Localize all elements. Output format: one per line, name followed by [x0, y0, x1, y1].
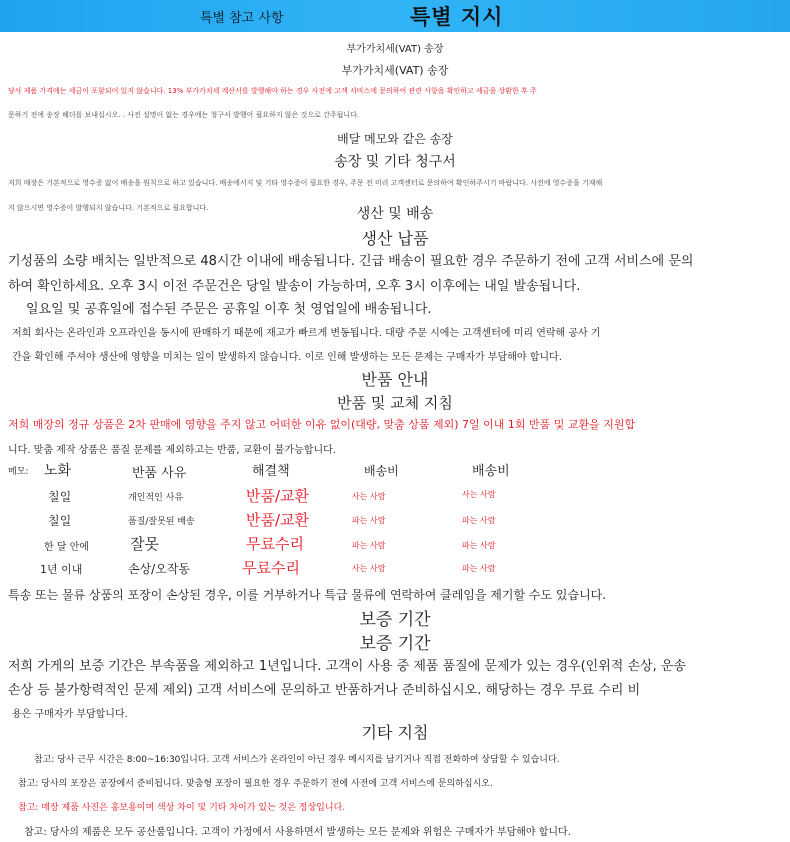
- invoice-heading-2: 송장 및 기타 청구서: [334, 154, 456, 170]
- vat-text-line-1: 당사 제품 가격에는 세금이 포함되어 있지 않습니다. 13% 부가가치세 계산서를 발행해야 하는 경우 사전에 고객 서비스에 문의하여 관련 사항을 확인하고 세금을 상환한 후 주: [8, 87, 537, 95]
- table-row-2-solution: 반품/교환: [246, 511, 310, 529]
- table-row-4-solution: 무료수리: [242, 559, 300, 577]
- returns-text-line-2: 니다. 맞춤 제작 상품은 품질 문제를 제외하고는 반품, 교환이 불가능합니다.: [8, 445, 336, 456]
- returns-heading-1: 반품 안내: [361, 370, 429, 389]
- invoice-text-line-2: 지 않으시면 영수증이 발행되지 않습니다. 기본적으로 필요합니다.: [8, 204, 209, 212]
- table-header-period: 노화: [44, 463, 72, 479]
- returns-damage-line: 특송 또는 물류 상품의 포장이 손상된 경우, 이를 거부하거나 특급 물류에 연락하여 클레임을 제기할 수도 있습니다.: [8, 588, 607, 602]
- table-row-3-solution: 무료수리: [246, 535, 304, 553]
- other-note-3: 참고: 매장 제품 사진은 홍보용이며 색상 차이 및 기타 차이가 있는 것은 정상입니다.: [18, 803, 346, 813]
- returns-red-line: 저희 매장의 정규 상품은 2차 판매에 영향을 주지 않고 어떠한 이유 없이(대량, 맞춤 상품 제외) 7일 이내 1회 반품 및 교환을 지원합: [8, 418, 636, 431]
- warranty-text-line-1: 저희 가게의 보증 기간은 부속품을 제외하고 1년입니다. 고객이 사용 중 제품 품질에 문제가 있는 경우(인위적 손상, 운송: [8, 659, 686, 674]
- header-small-label: 특별 참고 사항: [200, 11, 284, 26]
- table-row-3-fee-1: 파는 사람: [352, 541, 386, 550]
- production-heading-2: 생산 납품: [361, 229, 429, 248]
- invoice-text-line-1: 저희 매장은 기본적으로 영수증 없이 배송을 원칙으로 하고 있습니다. 배송에서지 및 기타 영수증이 필요한 경우, 주문 전 미리 고객센터로 문의하여 확인하주시기 바랍니다. 사전에 영수증을 기재해: [8, 179, 603, 187]
- production-text-3b: 간을 확인해 주셔야 생산에 영향을 미치는 일이 발생하지 않습니다. 이로 인해 발생하는 모든 문제는 구매자가 부담해야 합니다.: [12, 352, 562, 363]
- production-text-1b: 하여 확인하세요. 오후 3시 이전 주문건은 당일 발송이 가능하며, 오후 3시 이후에는 내일 발송됩니다.: [8, 279, 581, 294]
- table-row-4-reason: 손상/오작동: [128, 562, 191, 576]
- vat-heading-2: 부가가치세(VAT) 송장: [341, 64, 449, 77]
- table-row-1-reason: 개인적인 사유: [128, 493, 184, 503]
- table-row-4-fee-1: 사는 사람: [352, 564, 386, 573]
- production-text-1a: 기성품의 소량 배치는 일반적으로 48시간 이내에 배송됩니다. 긴급 배송이 필요한 경우 주문하기 전에 고객 서비스에 문의: [8, 254, 694, 269]
- table-row-2-fee-1: 파는 사람: [352, 516, 386, 525]
- invoice-heading-1: 배달 메모와 같은 송장: [337, 132, 453, 146]
- table-header-solution: 해결책: [252, 464, 290, 479]
- table-row-1-fee-2: 사는 사람: [462, 490, 496, 499]
- warranty-text-line-2: 손상 등 불가항력적인 문제 제외) 고객 서비스에 문의하고 반품하거나 준비하십시오. 해당하는 경우 무료 수리 비: [8, 683, 641, 698]
- table-row-1-fee-1: 사는 사람: [352, 492, 386, 501]
- table-row-1-solution: 반품/교환: [246, 487, 310, 505]
- table-header-reason: 반품 사유: [132, 466, 187, 481]
- table-header-fee-2: 배송비: [472, 464, 510, 479]
- vat-heading-1: 부가가치세(VAT) 송장: [346, 44, 444, 55]
- table-row-3-fee-2: 파는 사람: [462, 541, 496, 550]
- table-row-4-fee-2: 파는 사람: [462, 564, 496, 573]
- warranty-heading-1: 보증 기간: [359, 610, 431, 630]
- warranty-text-line-3: 용은 구매자가 부담합니다.: [12, 709, 128, 720]
- production-heading-1: 생산 및 배송: [356, 206, 434, 222]
- header-bar: [0, 0, 790, 32]
- production-text-2: 일요일 및 공휴일에 접수된 주문은 공휴일 이후 첫 영업일에 배송됩니다.: [26, 302, 432, 317]
- table-header-fee-1: 배송비: [364, 464, 399, 478]
- returns-heading-2: 반품 및 교체 지침: [337, 394, 453, 412]
- table-row-4-period: 1년 이내: [40, 563, 83, 576]
- warranty-heading-2: 보증 기간: [359, 634, 431, 654]
- table-row-2-period: 칠일: [48, 514, 72, 528]
- other-heading: 기타 지침: [361, 723, 429, 742]
- table-row-3-period: 한 달 안에: [44, 542, 89, 553]
- table-row-3-reason: 잘못: [130, 535, 159, 553]
- other-note-4: 참고: 당사의 제품은 모두 공산품입니다. 고객이 가정에서 사용하면서 발생하는 모든 문제와 위험은 구매자가 부담해야 합니다.: [24, 827, 571, 838]
- table-row-2-reason: 품질/잘못된 배송: [128, 517, 195, 527]
- table-row-1-period: 칠일: [48, 490, 72, 504]
- other-note-1: 참고: 당사 근무 시간은 8:00~16:30입니다. 고객 서비스가 온라인이 아닌 경우 메시지를 남기거나 직접 전화하여 상담할 수 있습니다.: [34, 755, 560, 765]
- header-title: 특별 지시: [410, 5, 504, 29]
- memo-label: 메모:: [8, 467, 29, 477]
- other-note-2: 참고: 당사의 포장은 공장에서 준비됩니다. 맞춤형 포장이 필요한 경우 주문하기 전에 사전에 고객 서비스에 문의하십시오.: [18, 779, 493, 789]
- table-row-2-fee-2: 파는 사람: [462, 516, 496, 525]
- vat-text-line-2: 문하기 전에 송장 헤더를 보내십시오. . 사전 설명이 없는 경우에는 청구서 발행이 필요하지 않은 것으로 간주됩니다.: [8, 111, 360, 119]
- production-text-3a: 저희 회사는 온라인과 오프라인을 동시에 판매하기 때문에 재고가 빠르게 변동됩니다. 대량 주문 시에는 고객센터에 미리 연락해 공사 기: [12, 328, 601, 339]
